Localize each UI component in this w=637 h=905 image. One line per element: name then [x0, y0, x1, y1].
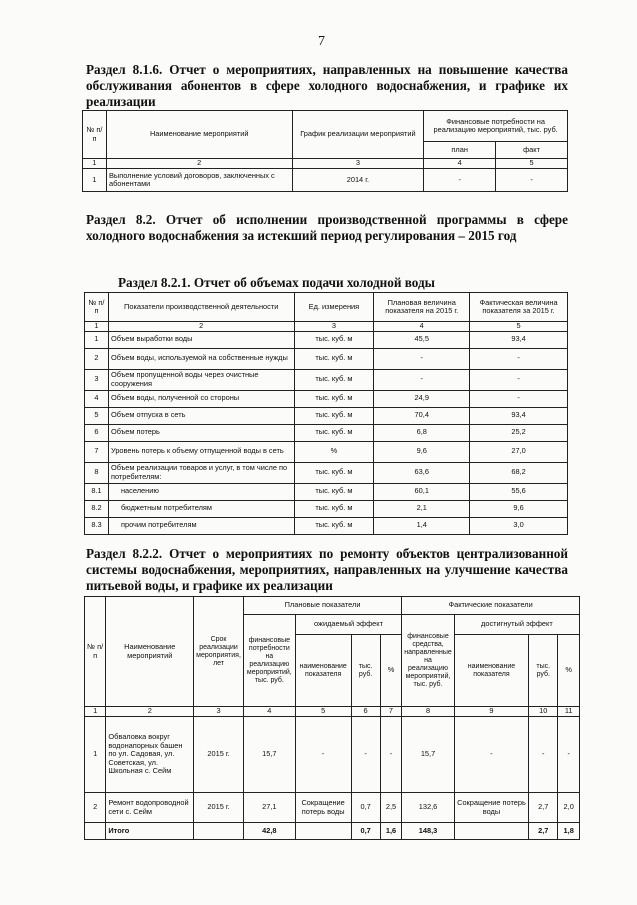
table-cell: -: [454, 717, 528, 793]
table-cell: -: [496, 169, 568, 192]
index-cell: 3: [294, 322, 374, 332]
table-row: [85, 717, 580, 793]
table-cell: 15,7: [243, 717, 295, 793]
table-cell: -: [470, 390, 568, 407]
index-cell: 4: [374, 322, 470, 332]
col-rub-header: тыс. руб.: [351, 635, 380, 707]
table-cell: Уровень потерь к объему отпущенной воды в сеть: [108, 441, 294, 462]
table-cell: населению: [108, 483, 294, 500]
index-cell: 7: [380, 707, 402, 717]
table-cell: 1: [85, 717, 106, 793]
table-cell: 1: [85, 331, 109, 348]
section-heading-8-2-1: Раздел 8.2.1. Отчет об объемах подачи холодной воды: [118, 275, 435, 290]
table-cell: тыс. куб. м: [294, 369, 374, 390]
table-cell: Объем выработки воды: [108, 331, 294, 348]
col-fact-header: Фактическая величина показателя за 2015 г.: [470, 293, 568, 322]
col-actual-header: Фактические показатели: [402, 597, 580, 615]
table-cell: 93,4: [470, 331, 568, 348]
index-cell: 2: [106, 159, 292, 169]
table-cell: 2: [85, 348, 109, 369]
table-cell: -: [374, 348, 470, 369]
table-cell: 2014 г.: [292, 169, 424, 192]
table-cell: тыс. куб. м: [294, 500, 374, 517]
table-row: [85, 793, 580, 823]
col-indicator-header: Показатели производственной деятельности: [108, 293, 294, 322]
table-cell: Обваловка вокруг водонапорных башен по ул. Садовая, ул. Советская, ул. Школьная с. Сейм: [106, 717, 194, 793]
col-num-header: № п/п: [83, 111, 107, 159]
index-cell: 11: [558, 707, 580, 717]
table-cell: 70,4: [374, 407, 470, 424]
col-plan-header: план: [424, 142, 496, 159]
index-cell: 3: [292, 159, 424, 169]
table-cell: 24,9: [374, 390, 470, 407]
table-cell: 0,7: [351, 793, 380, 823]
index-cell: 4: [243, 707, 295, 717]
table-cell: 1: [83, 169, 107, 192]
table-cell: 9,6: [374, 441, 470, 462]
table-cell: 2,7: [529, 823, 558, 840]
table-cell: 3,0: [470, 517, 568, 534]
index-cell: 10: [529, 707, 558, 717]
table-8-2-2: [84, 596, 580, 840]
table-cell: -: [470, 369, 568, 390]
table-cell: Объем потерь: [108, 424, 294, 441]
table-cell: Сокращение потерь воды: [295, 793, 351, 823]
table-cell: 0,7: [351, 823, 380, 840]
table-row: [85, 390, 568, 407]
table-cell: бюджетным потребителям: [108, 500, 294, 517]
section-heading-8-1-6: Раздел 8.1.6. Отчет о мероприятиях, направленных на повышение качества обслуживания абонентов в сфере холодного водоснабжения, и графике их реализации: [86, 62, 568, 109]
table-row: [85, 517, 568, 534]
index-row: [85, 707, 580, 717]
index-cell: 2: [106, 707, 194, 717]
table-cell: 6,8: [374, 424, 470, 441]
col-num-header: № п/п: [85, 293, 109, 322]
table-cell: 63,6: [374, 462, 470, 483]
table-cell: тыс. куб. м: [294, 390, 374, 407]
table-cell: Объем отпуска в сеть: [108, 407, 294, 424]
table-cell: 2,1: [374, 500, 470, 517]
table-row: [85, 483, 568, 500]
table-cell: Объем воды, полученной со стороны: [108, 390, 294, 407]
section-heading-8-2-2: Раздел 8.2.2. Отчет о мероприятиях по ремонту объектов централизованной системы водоснабжения, мероприятиях, направленных на улучшение качества питьевой воды, и графике их реализации: [86, 546, 568, 593]
section-heading-8-2: Раздел 8.2. Отчет об исполнении производственной программы в сфере холодного водоснабжения за истекший период регулирования – 2015 год: [86, 212, 568, 243]
table-cell: тыс. куб. м: [294, 331, 374, 348]
table-cell: 68,2: [470, 462, 568, 483]
table-cell: 1,6: [380, 823, 402, 840]
col-expected-header: ожидаемый эффект: [295, 615, 402, 635]
table-cell: 27,0: [470, 441, 568, 462]
table-row: [85, 331, 568, 348]
col-finance-header: Финансовые потребности на реализацию мероприятий, тыс. руб.: [424, 111, 568, 142]
table-cell: -: [374, 369, 470, 390]
index-row: [83, 159, 568, 169]
table-cell: Ремонт водопроводной сети с. Сейм: [106, 793, 194, 823]
table-cell: 8.3: [85, 517, 109, 534]
table-cell: 55,6: [470, 483, 568, 500]
index-row: [85, 322, 568, 332]
index-cell: 5: [496, 159, 568, 169]
table-cell: 2,5: [380, 793, 402, 823]
table-cell: 2,0: [558, 793, 580, 823]
table-8-1-6: [82, 110, 568, 192]
col-rub-header: тыс. руб.: [529, 635, 558, 707]
table-cell: тыс. куб. м: [294, 348, 374, 369]
table-cell: 9,6: [470, 500, 568, 517]
table-cell: 8: [85, 462, 109, 483]
col-indicator-header: наименование показателя: [454, 635, 528, 707]
table-cell: Сокращение потерь воды: [454, 793, 528, 823]
table-cell: 8.2: [85, 500, 109, 517]
index-cell: 2: [108, 322, 294, 332]
table-cell: 8.1: [85, 483, 109, 500]
table-cell: 5: [85, 407, 109, 424]
index-cell: 6: [351, 707, 380, 717]
table-row: [85, 462, 568, 483]
table-cell: 45,5: [374, 331, 470, 348]
table-cell: 42,8: [243, 823, 295, 840]
table-cell: Выполнение условий договоров, заключенных с абонентами: [106, 169, 292, 192]
table-cell: тыс. куб. м: [294, 407, 374, 424]
table-cell: [194, 823, 244, 840]
table-cell: -: [558, 717, 580, 793]
table-cell: -: [295, 717, 351, 793]
col-pct-header: %: [558, 635, 580, 707]
table-row: [85, 369, 568, 390]
col-fact-header: факт: [496, 142, 568, 159]
table-cell: тыс. куб. м: [294, 483, 374, 500]
table-cell: Объем воды, используемой на собственные нужды: [108, 348, 294, 369]
col-fin-need-header: финансовые потребности на реализацию мероприятий, тыс. руб.: [243, 615, 295, 707]
table-cell: 3: [85, 369, 109, 390]
table-cell: 2015 г.: [194, 793, 244, 823]
table-cell: -: [529, 717, 558, 793]
index-cell: 9: [454, 707, 528, 717]
index-cell: 1: [83, 159, 107, 169]
table-cell: 4: [85, 390, 109, 407]
col-name-header: Наименование мероприятий: [106, 111, 292, 159]
page-number: 7: [318, 34, 325, 49]
table-cell: 132,6: [402, 793, 455, 823]
table-cell: 1,4: [374, 517, 470, 534]
table-cell: 7: [85, 441, 109, 462]
table-cell: %: [294, 441, 374, 462]
table-8-2-1: [84, 292, 568, 535]
col-fin-spent-header: финансовые средства, направленные на реализацию мероприятий, тыс. руб.: [402, 615, 455, 707]
table-cell: тыс. куб. м: [294, 424, 374, 441]
table-row: [85, 500, 568, 517]
index-cell: 5: [295, 707, 351, 717]
table-cell: Объем пропущенной воды через очистные сооружения: [108, 369, 294, 390]
table-cell: тыс. куб. м: [294, 462, 374, 483]
table-row: [85, 441, 568, 462]
table-cell: 148,3: [402, 823, 455, 840]
table-cell: -: [424, 169, 496, 192]
total-row: [85, 823, 580, 840]
table-cell: [85, 823, 106, 840]
table-cell: 60,1: [374, 483, 470, 500]
table-cell: 1,8: [558, 823, 580, 840]
table-cell: -: [351, 717, 380, 793]
table-cell: 93,4: [470, 407, 568, 424]
table-cell: 27,1: [243, 793, 295, 823]
col-indicator-header: наименование показателя: [295, 635, 351, 707]
table-cell: 6: [85, 424, 109, 441]
table-cell: 25,2: [470, 424, 568, 441]
total-label: Итого: [106, 823, 194, 840]
index-cell: 1: [85, 322, 109, 332]
table-row: [85, 348, 568, 369]
table-cell: прочим потребителям: [108, 517, 294, 534]
index-cell: 8: [402, 707, 455, 717]
index-cell: 1: [85, 707, 106, 717]
table-cell: 15,7: [402, 717, 455, 793]
table-cell: [454, 823, 528, 840]
col-plan-header: Плановая величина показателя на 2015 г.: [374, 293, 470, 322]
table-cell: 2015 г.: [194, 717, 244, 793]
table-cell: 2: [85, 793, 106, 823]
table-row: [83, 169, 568, 192]
col-schedule-header: График реализации мероприятий: [292, 111, 424, 159]
table-cell: -: [470, 348, 568, 369]
table-row: [85, 407, 568, 424]
col-num-header: № п/п: [85, 597, 106, 707]
table-cell: 2,7: [529, 793, 558, 823]
col-pct-header: %: [380, 635, 402, 707]
index-cell: 5: [470, 322, 568, 332]
table-cell: тыс. куб. м: [294, 517, 374, 534]
col-term-header: Срок реализации мероприятия, лет: [194, 597, 244, 707]
col-unit-header: Ед. измерения: [294, 293, 374, 322]
col-achieved-header: достигнутый эффект: [454, 615, 579, 635]
col-name-header: Наименование мероприятий: [106, 597, 194, 707]
table-cell: Объем реализации товаров и услуг, в том числе по потребителям:: [108, 462, 294, 483]
index-cell: 4: [424, 159, 496, 169]
table-cell: [295, 823, 351, 840]
table-row: [85, 424, 568, 441]
table-cell: -: [380, 717, 402, 793]
col-planned-header: Плановые показатели: [243, 597, 401, 615]
index-cell: 3: [194, 707, 244, 717]
